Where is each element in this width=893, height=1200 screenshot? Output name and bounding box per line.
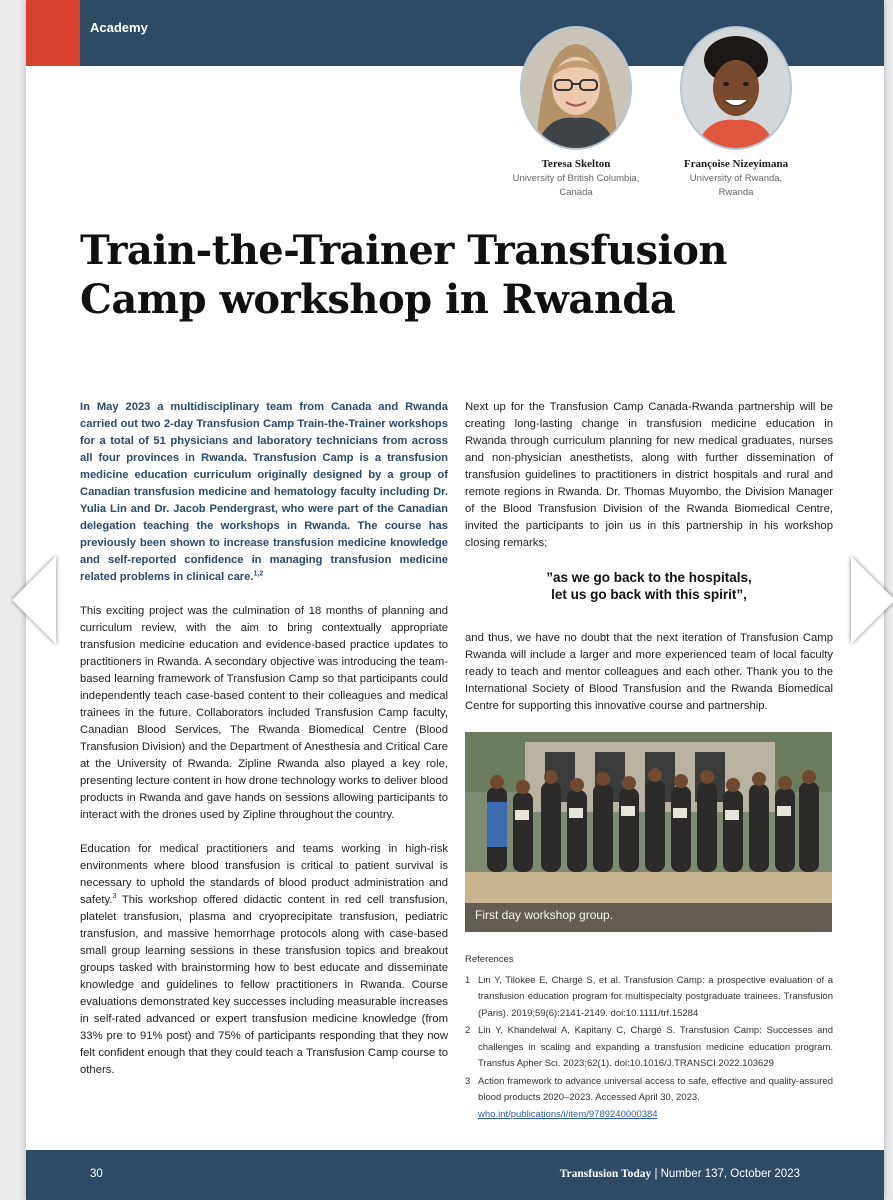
author-card-2 [661, 26, 811, 200]
references-title: References [465, 954, 514, 965]
paragraph-2-part-b: This workshop offered didactic content in red cell transfusion, platelet transfusion, plasma and cryoprecipitate transfusion, pediatric transfusion, and massive hemorrhage protocols along with case-based small group learning sessions in these transfusion topics and breakout groups tasked with brainstorming how to best educate and disseminate knowledge and guidelines to fellow practitioners in Rwanda. Course evaluations demonstrated key successes including measurable increases in self-rated advanced or expert transfusion medicine knowledge (from 33% pre to 91% post) and 75% of participants responding that they now felt confident enough that they could teach a Transfusion Camp course to others. [80, 894, 448, 1076]
publication-name: Transfusion Today [559, 1168, 652, 1180]
reference-item [465, 1023, 833, 1073]
reference-item [465, 1074, 833, 1124]
reference-number: 3 [465, 1075, 471, 1087]
quote-line-1: ”as we go back to the hospitals, [546, 570, 752, 585]
page-number: 30 [90, 1168, 103, 1180]
references-section [465, 952, 833, 1123]
reference-number: 1 [465, 974, 471, 986]
reference-text: Action framework to advance universal access to safe, effective and quality-assured blood products 2020–2023. Accessed April 30, 2023. [478, 1075, 833, 1103]
left-column [80, 399, 448, 1096]
paragraph-4: and thus, we have no doubt that the next iteration of Transfusion Camp Rwanda will include a larger and more experienced team of local faculty ready to teach and mentor colleagues and each other. Thank you to the International Society of Blood Transfusion and the Rwanda Biomedical Centre for supporting this innovative course and partnership. [465, 632, 833, 712]
magazine-page [26, 0, 884, 1200]
quote-line-2: let us go back with this spirit”, [551, 587, 747, 602]
issue-info: | Number 137, October 2023 [651, 1168, 800, 1180]
paragraph-2 [80, 841, 448, 1079]
paragraph-1: This exciting project was the culmination of 18 months of planning and curriculum review, with the aim to bring contextually appropriate transfusion medicine education and evidence-based practice updates to practitioners in Rwanda. A secondary objective was introducing the team-based learning framework of Transfusion Camp so that participants could independently teach case-based content to their colleagues and medical trainees in the future. Collaborators included Transfusion Camp faculty, Canadian Blood Services, The Rwanda Biomedical Centre (Blood Transfusion Division) and the Department of Anesthesia and Critical Care at the University of Rwanda. Zipline Rwanda also played a key role, presenting lecture content in how drone technology works to deliver blood products in Rwanda and gave hands on sessions allowing participants to interact with the drones used by Zipline throughout the country. [80, 605, 448, 821]
lead-paragraph [80, 399, 448, 586]
reference-item [465, 973, 833, 1023]
author-photo-2 [680, 26, 792, 150]
author-name-2: Françoise Nizeyimana [683, 158, 789, 170]
author-affiliation-1-line2: Canada [559, 187, 593, 198]
author-affiliation-1 [501, 172, 651, 200]
paragraph-3: Next up for the Transfusion Camp Canada-Rwanda partnership will be creating long-lasting change in transfusion medicine education in Rwanda through curriculum planning for new medical graduates, nurses and non-physician anesthetists, along with further dissemination of transfusion guidelines to practitioners in district hospitals and rural and remote regions in Rwanda. Dr. Thomas Muyombo, the Division Manager of the Blood Transfusion Division of the Rwanda Biomedical Centre, invited the participants to join us in this partnership in his workshop closing remarks; [465, 401, 833, 549]
paragraph-2-part-a: Education for medical practitioners and teams working in high-risk environments where blood transfusion is critical to patient survival is necessary to uphold the standards of blood product administration and safety. [80, 843, 448, 906]
group-photo [465, 732, 832, 932]
footer-bar [26, 1150, 884, 1200]
article-title: Train-the-Trainer Transfusion Camp workshop in Rwanda [80, 227, 728, 323]
footer-publication [560, 1168, 800, 1180]
lead-text: In May 2023 a multidisciplinary team from Canada and Rwanda carried out two 2-day Transfusion Camp Train-the-Trainer workshops for a total of 51 physicians and laboratory technicians from across all four provinces in Rwanda. Transfusion Camp is a transfusion medicine education curriculum originally designed by a group of Canadian transfusion medicine and hematology faculty including Dr. Yulia Lin and Dr. Jacob Pendergrast, who were part of the Canadian delegation teaching the workshops in Rwanda. The course has previously been shown to increase transfusion medicine knowledge and self-reported confidence in managing transfusion medicine related problems in clinical care. [80, 401, 448, 583]
pull-quote [465, 569, 833, 603]
triangle-right-icon[interactable] [851, 556, 893, 644]
author-affiliation-2-line1: University of Rwanda, [689, 173, 783, 184]
triangle-left-icon[interactable] [12, 556, 56, 644]
lead-citation: 1,2 [253, 570, 264, 578]
author-affiliation-2-line2: Rwanda [718, 187, 754, 198]
photo-caption: First day workshop group. [475, 908, 614, 922]
author-card-1 [501, 26, 651, 200]
author-name-1: Teresa Skelton [541, 158, 611, 170]
reference-text: Lin Y, Khandelwal A, Kapitany C, Chargé S. Transfusion Camp: Successes and challenges in scaling and expanding a transfusion medicine education program. Transfus Apher Sci. 2023;62(1). doi:10.1016/J.TRANSCI.2022.103629 [478, 1025, 833, 1069]
reference-number: 2 [465, 1025, 471, 1036]
paragraph-2-citation: 3 [112, 893, 117, 901]
reference-text-with-link [478, 1074, 833, 1124]
author-photo-1 [520, 26, 632, 150]
reference-link[interactable]: who.int/publications/i/item/9789240000384 [478, 1108, 658, 1120]
author-affiliation-2 [661, 172, 811, 200]
reference-text: Lin Y, Tilokee E, Chargé S, et al. Transfusion Camp: a prospective evaluation of a transfusion education program for multispecialty postgraduate trainees. Transfusion (Paris). 2019;59(6):2141-2149. doi:10.1111/trf.15284 [478, 974, 833, 1019]
header-accent-block [26, 0, 80, 66]
author-affiliation-1-line1: University of British Columbia, [512, 173, 640, 184]
right-column [465, 399, 833, 1124]
section-label: Academy [90, 20, 148, 35]
